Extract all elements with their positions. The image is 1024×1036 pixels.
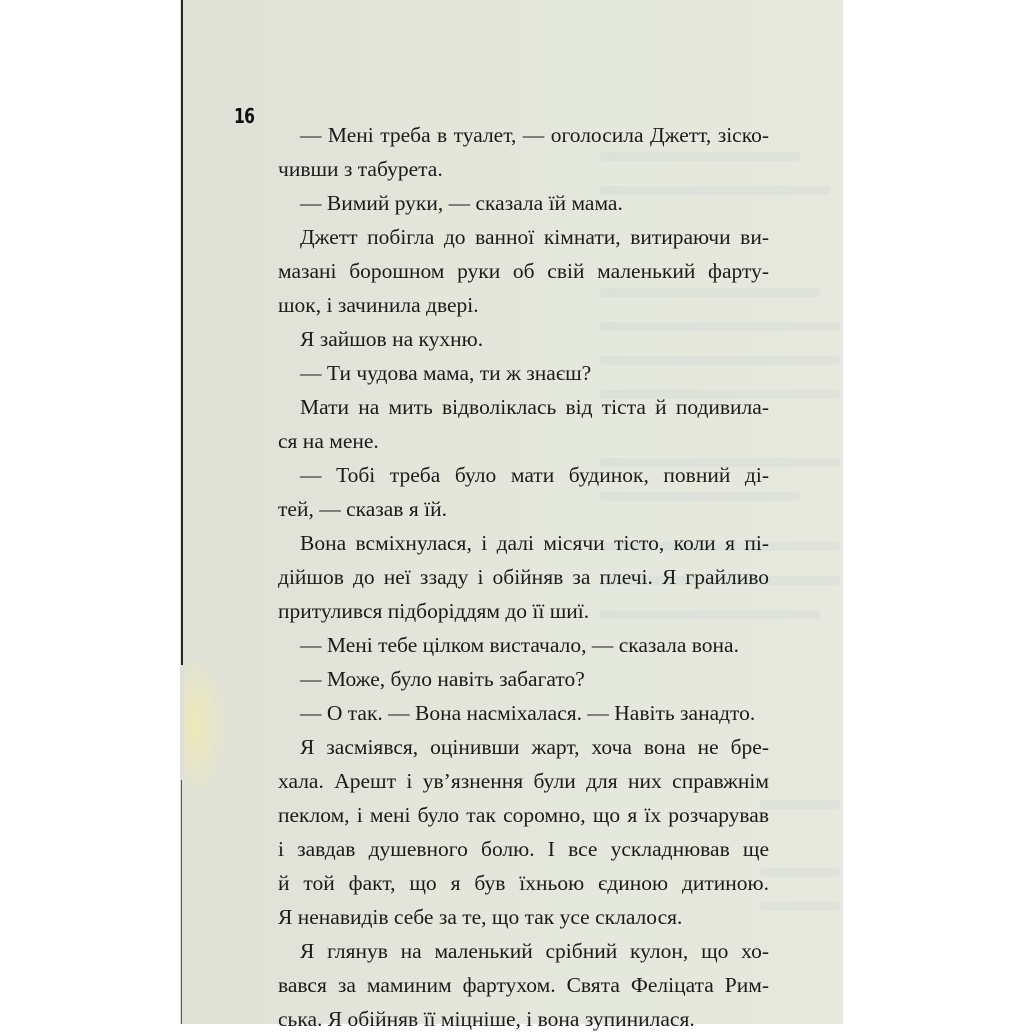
- text-line: шок, і зачинила двері.: [278, 293, 479, 317]
- text-line: — Мені тебе цілком вистачало, — сказала вона.: [300, 633, 739, 657]
- text-line: Я глянув на маленький срібний кулон, що хо-: [300, 939, 769, 963]
- text-line: Я засміявся, оцінивши жарт, хоча вона не бре-: [300, 735, 769, 759]
- text-line: — Тобі треба було мати будинок, повний ді-: [300, 463, 769, 487]
- body-text: [278, 118, 769, 1036]
- text-line: пеклом, і мені було так соромно, що я їх розчарував: [278, 803, 769, 827]
- text-line: дійшов до неї ззаду і обійняв за плечі. Я грайливо: [278, 565, 769, 589]
- text-line: — Вимий руки, — сказала їй мама.: [300, 191, 623, 215]
- text-line: Я ненавидів себе за те, що так усе склалося.: [278, 905, 683, 929]
- text-line: ся на мене.: [278, 429, 379, 453]
- text-line: Мати на мить відволіклась від тіста й подивила-: [300, 395, 769, 419]
- page-edge-line: [181, 0, 183, 665]
- text-line: притулився підборіддям до її шиї.: [278, 599, 590, 623]
- text-line: і завдав душевного болю. І все ускладнював ще: [278, 837, 769, 861]
- text-line: ська. Я обійняв її міцніше, і вона зупинилася.: [278, 1007, 695, 1031]
- text-line: Я зайшов на кухню.: [300, 327, 484, 351]
- text-line: чивши з табурета.: [278, 157, 443, 181]
- text-line: вався за маминим фартухом. Свята Феліцата Рим-: [278, 973, 769, 997]
- book-page: [180, 0, 843, 1031]
- page-edge-line-lower: [181, 780, 182, 1024]
- text-line: — О так. — Вона насміхалася. — Навіть занадто.: [300, 701, 756, 725]
- text-line: — Може, було навіть забагато?: [300, 667, 585, 691]
- text-line: Джетт побігла до ванної кімнати, витираючи ви-: [300, 225, 769, 249]
- page-number: 16: [234, 104, 255, 128]
- text-line: — Мені треба в туалет, — оголосила Джетт, зіско-: [300, 123, 769, 147]
- text-line: хала. Арешт і ув’язнення були для них справжнім: [278, 769, 769, 793]
- text-line: — Ти чудова мама, ти ж знаєш?: [300, 361, 592, 385]
- text-line: тей, — сказав я їй.: [278, 497, 447, 521]
- text-line: Вона всміхнулася, і далі місячи тісто, коли я пі-: [300, 531, 769, 555]
- paper-stain: [184, 660, 224, 790]
- text-line: мазані борошном руки об свій маленький фарту-: [278, 259, 769, 283]
- text-line: й той факт, що я був їхньою єдиною дитиною.: [278, 871, 769, 895]
